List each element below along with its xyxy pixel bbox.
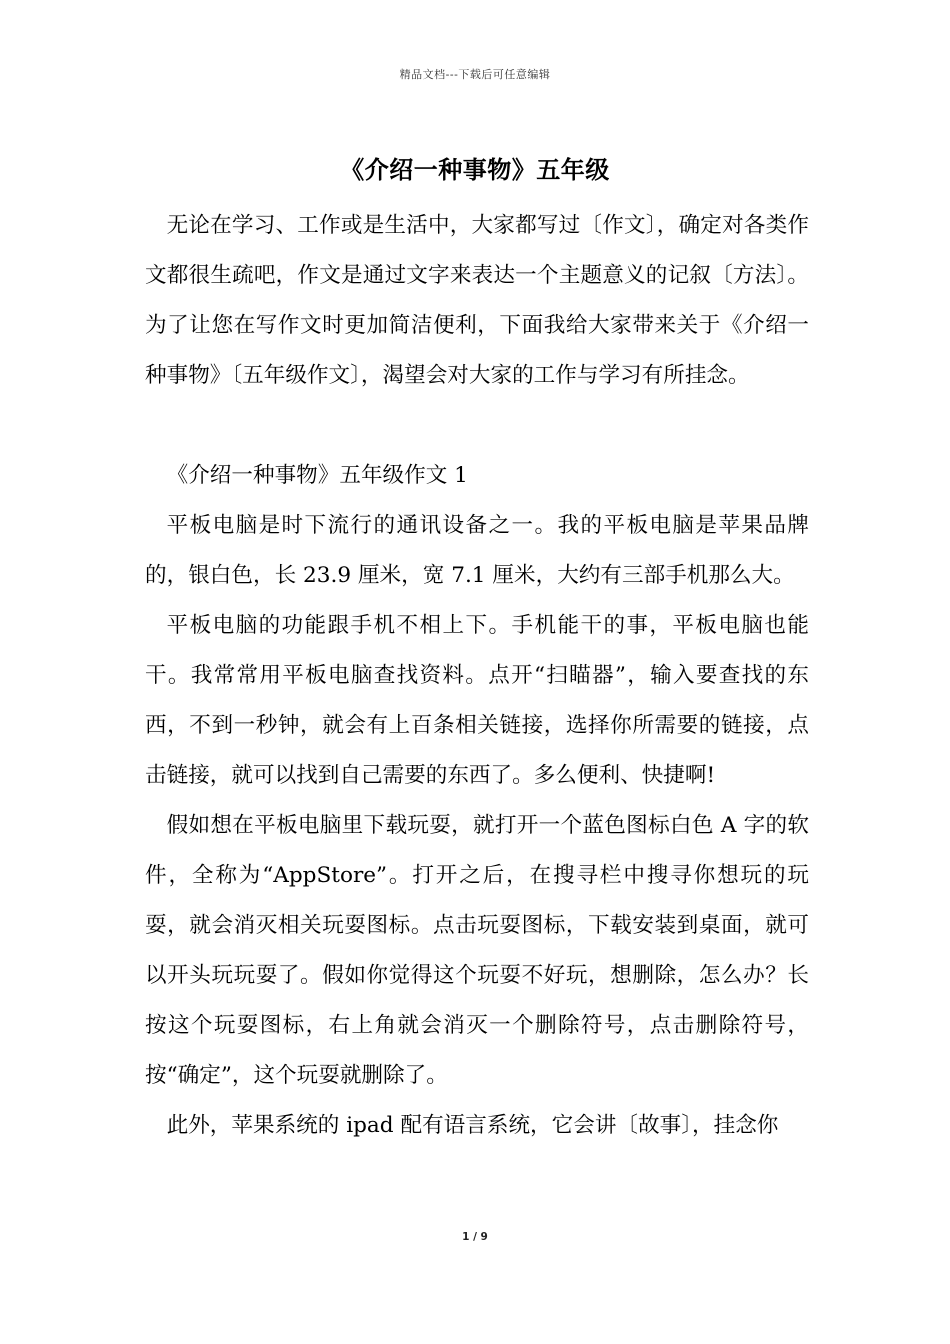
body-paragraph: 此外，苹果系统的 ipad 配有语言系统，它会讲〔故事〕，挂念你 bbox=[166, 1113, 779, 1138]
page-header: 精品文档---下载后可任意编辑 bbox=[399, 68, 551, 81]
section-heading: 《介绍一种事物》五年级作文 1 bbox=[166, 463, 468, 488]
page-number: 1 / 9 bbox=[462, 1231, 488, 1243]
document-title: 《介绍一种事物》五年级 bbox=[340, 156, 610, 184]
body-paragraph: 假如想在平板电脑里下载玩耍，就打开一个蓝色图标白色 A 字的软件，全称为“AppStore”。打开之后，在搜寻栏中搜寻你想玩的玩耍，就会消灭相关玩耍图标。点击玩耍图标，下载安装到桌面，就可以开头玩玩耍了。假如你觉得这个玩耍不好玩，想删除，怎么办？长按这个玩耍图标，右上角就会消灭一个删除符号，点击删除符号，按“确定”，这个玩耍就删除了。 bbox=[145, 813, 809, 1088]
paragraph-spacer bbox=[145, 401, 809, 451]
intro-paragraph: 无论在学习、工作或是生活中，大家都写过〔作文〕，确定对各类作文都很生疏吧，作文是通过文字来表达一个主题意义的记叙〔方法〕。为了让您在写作文时更加简洁便利，下面我给大家带来关于《介绍一种事物》〔五年级作文〕，渴望会对大家的工作与学习有所挂念。 bbox=[145, 213, 809, 388]
body-paragraph: 平板电脑是时下流行的通讯设备之一。我的平板电脑是苹果品牌的，银白色，长 23.9 厘米，宽 7.1 厘米，大约有三部手机那么大。 bbox=[145, 513, 809, 588]
body-paragraph: 平板电脑的功能跟手机不相上下。手机能干的事，平板电脑也能干。我常常用平板电脑查找资料。点开“扫瞄器”，输入要查找的东西，不到一秒钟，就会有上百条相关链接，选择你所需要的链接，点击链接，就可以找到自己需要的东西了。多么便利、快捷啊! bbox=[145, 613, 809, 788]
document-body bbox=[145, 201, 809, 1151]
